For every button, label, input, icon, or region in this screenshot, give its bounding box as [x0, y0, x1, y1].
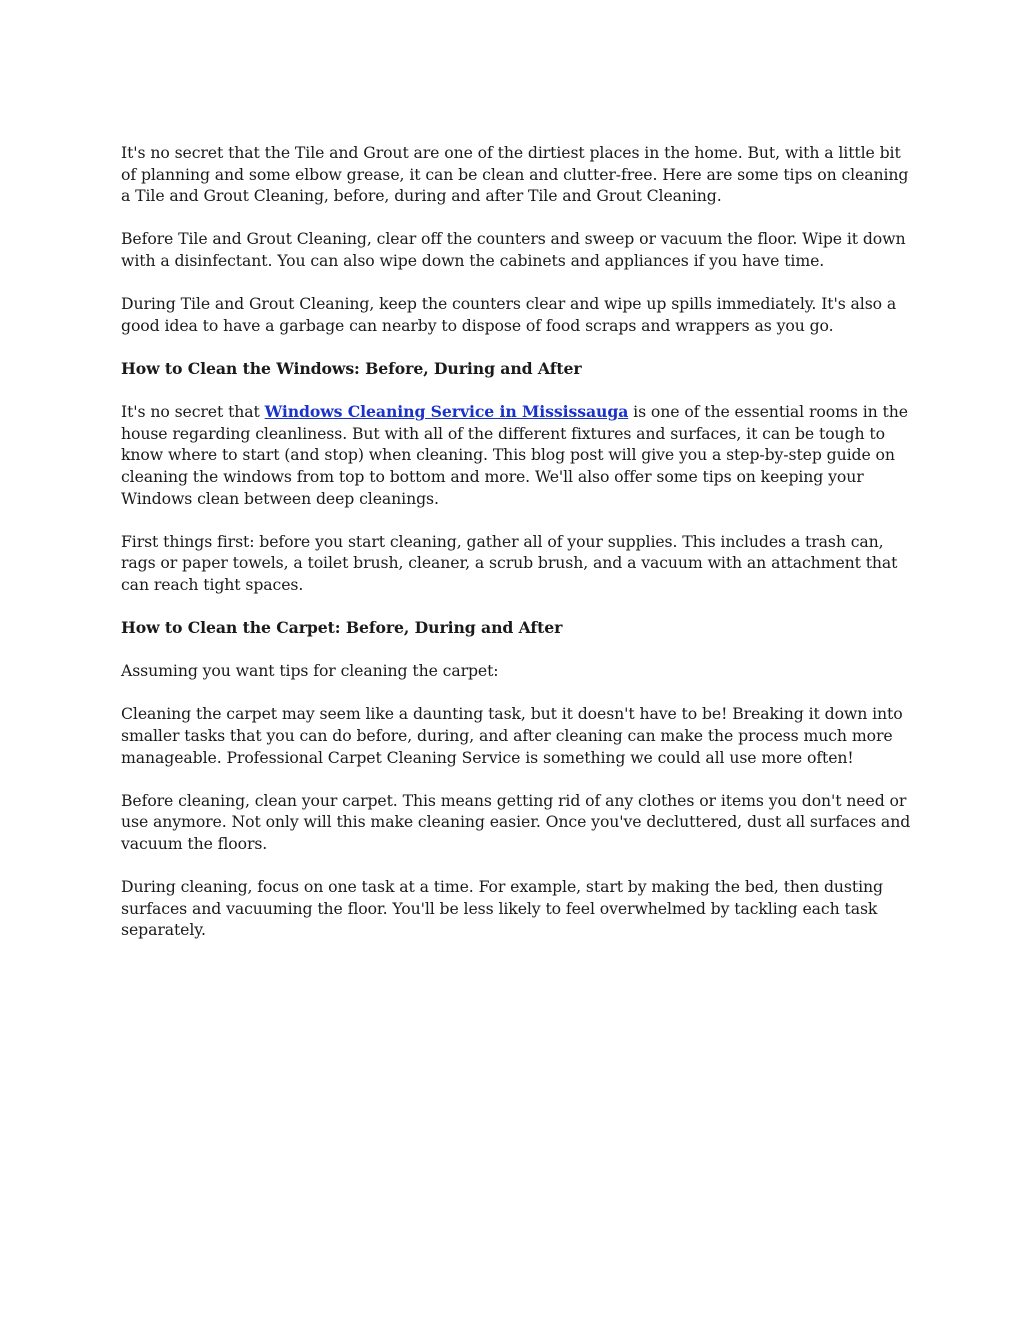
supplies-paragraph: First things first: before you start cleaning, gather all of your supplies. This includes a trash can, rags or paper towels, a toilet brush, cleaner, a scrub brush, and a vacuum with an attachment that can reach tight spaces. [121, 531, 898, 594]
intro-paragraph: It's no secret that the Tile and Grout are one of the dirtiest places in the home. But, with a little bit of planning and some elbow grease, it can be clean and clutter-free. Here are some tips on cleaning a Tile and Grout Cleaning, before, during and after Tile and Grout Cleaning. [121, 143, 909, 206]
windows-heading: How to Clean the Windows: Before, During and After [121, 358, 582, 378]
during-paragraph: During Tile and Grout Cleaning, keep the counters clear and wipe up spills immediately. It's also a good idea to have a garbage can nearby to dispose of food scraps and wrappers as you go. [121, 294, 897, 335]
windows-intro-paragraph [121, 401, 911, 509]
carpet-before-paragraph: Before cleaning, clean your carpet. This means getting rid of any clothes or items you don't need or use anymore. Not only will this make cleaning easier. Once you've decluttered, dust all surfaces and vacuum the floors. [121, 790, 911, 853]
document-body [121, 142, 911, 963]
before-paragraph: Before Tile and Grout Cleaning, clear off the counters and sweep or vacuum the floor. Wipe it down with a disinfectant. You can also wipe down the cabinets and appliances if you have time. [121, 229, 906, 270]
carpet-assumption-paragraph: Assuming you want tips for cleaning the carpet: [121, 661, 499, 681]
carpet-during-paragraph: During cleaning, focus on one task at a time. For example, start by making the bed, then dusting surfaces and vacuuming the floor. You'll be less likely to feel overwhelmed by tackling each task separately. [121, 877, 883, 940]
windows-intro-prefix: It's no secret that [121, 402, 265, 422]
carpet-intro-paragraph: Cleaning the carpet may seem like a daunting task, but it doesn't have to be! Breaking it down into smaller tasks that you can do before, during, and after cleaning can make the process much more manageable. Professional Carpet Cleaning Service is something we could all use more often! [121, 704, 903, 767]
windows-intro-suffix: is one of the essential rooms in the house regarding cleanliness. But with all of the different fixtures and surfaces, it can be tough to know where to start (and stop) when cleaning. This blog post will give you a step-by-step guide on cleaning the windows from top to bottom and more. We'll also offer some tips on keeping your Windows clean between deep cleanings. [121, 402, 908, 508]
windows-cleaning-service-link[interactable]: Windows Cleaning Service in Mississauga [264, 402, 629, 422]
carpet-heading: How to Clean the Carpet: Before, During and After [121, 618, 563, 638]
